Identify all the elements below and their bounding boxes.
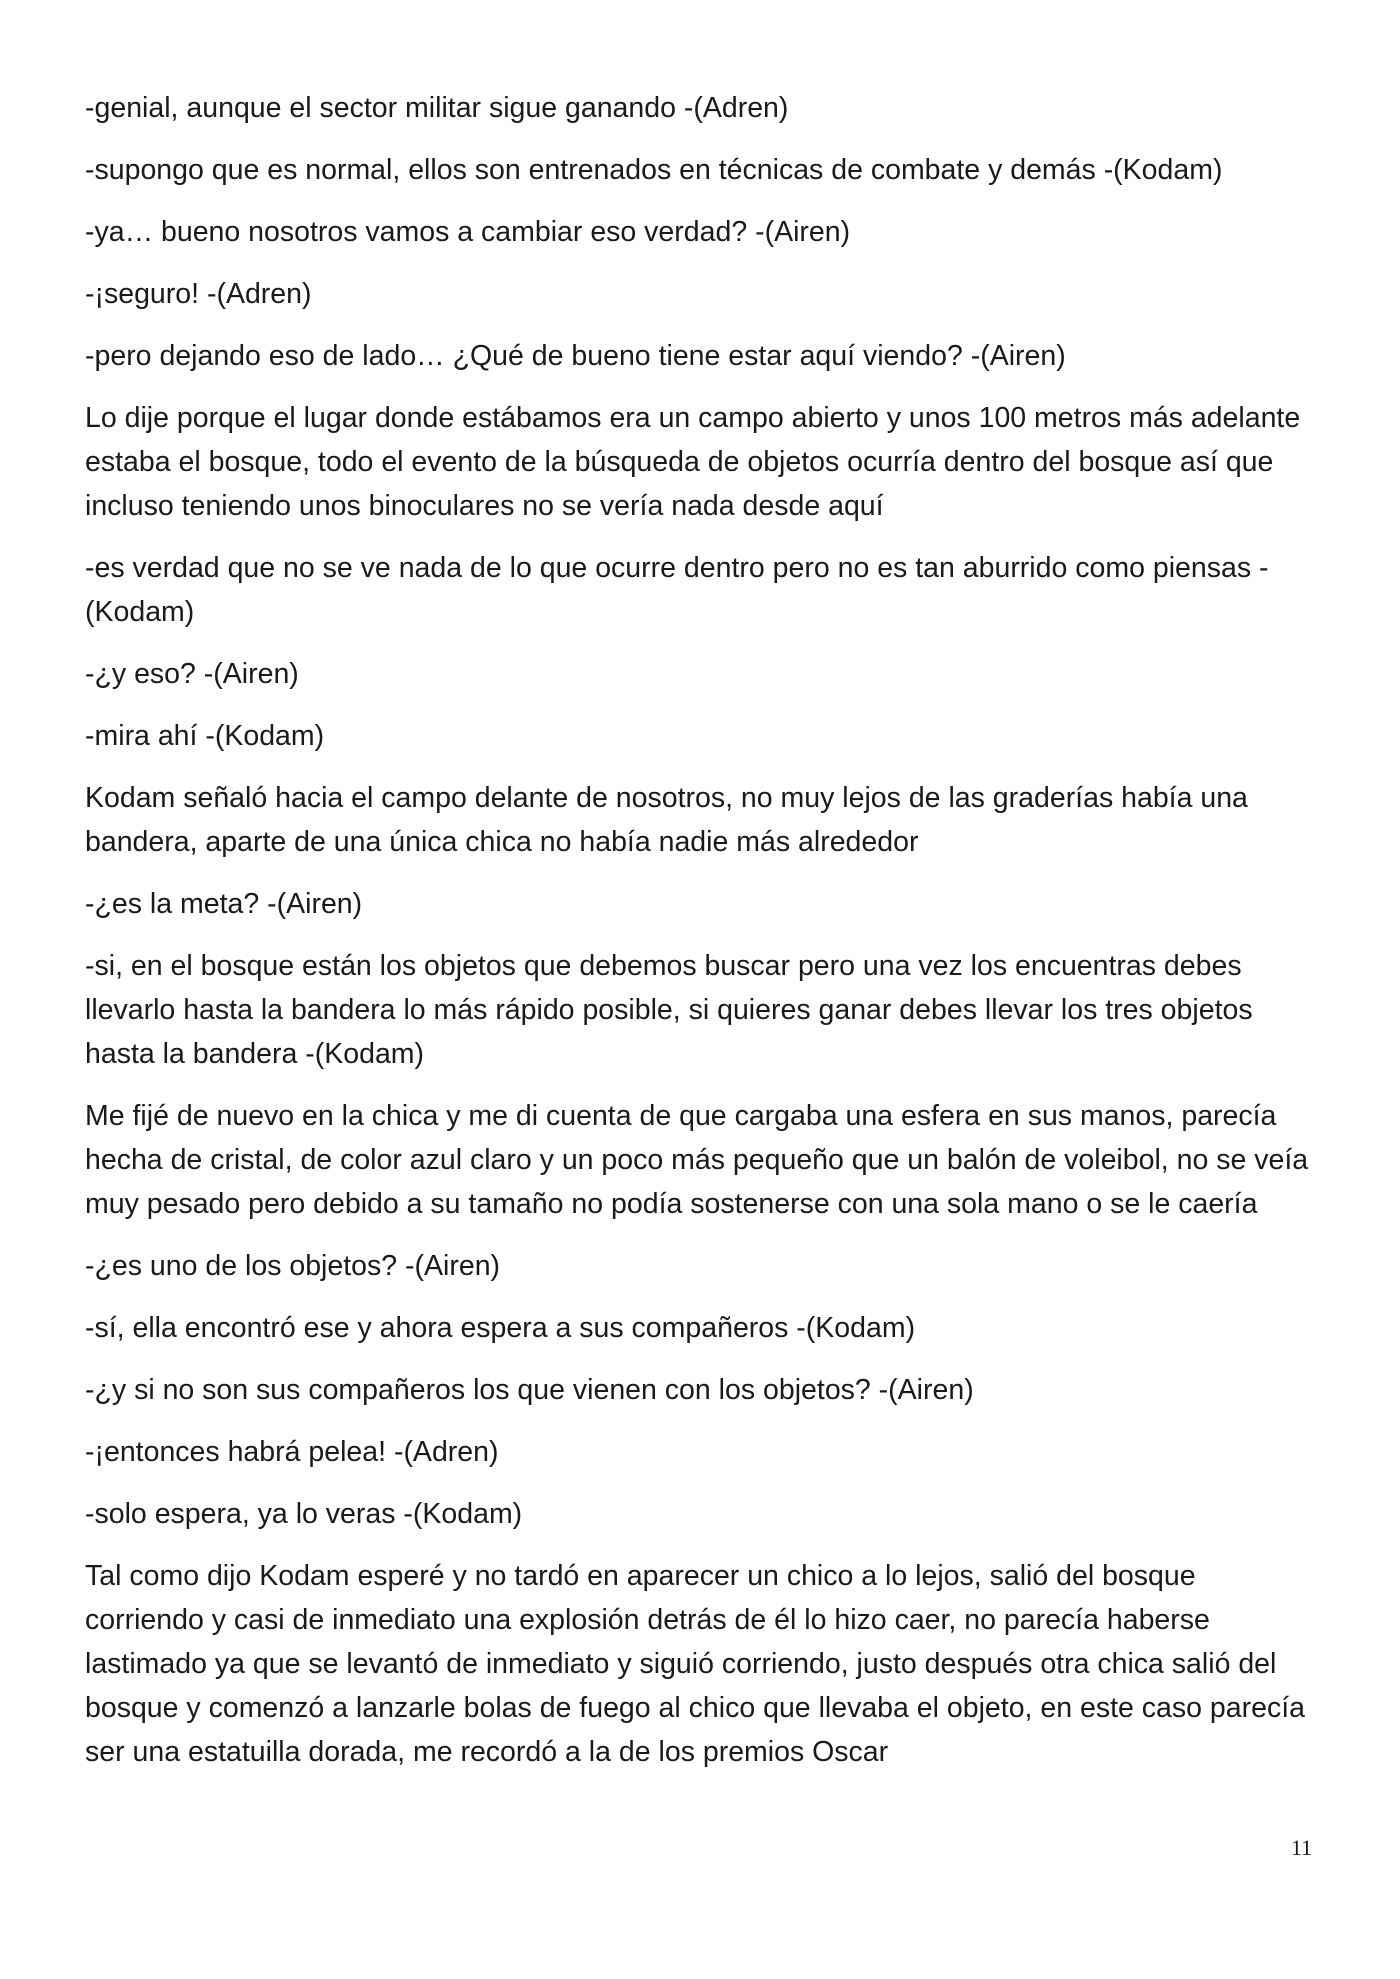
paragraph: -si, en el bosque están los objetos que debemos buscar pero una vez los encuentras debes llevarlo hasta la bandera lo más rápido posible, si quieres ganar debes llevar los tres objetos hasta la bandera -(Kodam) bbox=[85, 950, 1253, 1070]
paragraph: -mira ahí -(Kodam) bbox=[85, 720, 325, 752]
paragraph: -es verdad que no se ve nada de lo que ocurre dentro pero no es tan aburrido como piensas -(Kodam) bbox=[85, 552, 1269, 628]
paragraph: -¿y si no son sus compañeros los que vienen con los objetos? -(Airen) bbox=[85, 1374, 974, 1406]
paragraph: -supongo que es normal, ellos son entrenados en técnicas de combate y demás -(Kodam) bbox=[85, 154, 1223, 186]
page-number: 11 bbox=[1291, 1835, 1313, 1860]
paragraph: -ya… bueno nosotros vamos a cambiar eso verdad? -(Airen) bbox=[85, 216, 851, 248]
paragraph: Kodam señaló hacia el campo delante de nosotros, no muy lejos de las graderías había una bandera, aparte de una única chica no había nadie más alrededor bbox=[85, 782, 1248, 858]
paragraph: -pero dejando eso de lado… ¿Qué de bueno tiene estar aquí viendo? -(Airen) bbox=[85, 340, 1066, 372]
paragraph: -sí, ella encontró ese y ahora espera a sus compañeros -(Kodam) bbox=[85, 1312, 916, 1344]
text-body bbox=[85, 86, 1320, 1774]
paragraph: -¿y eso? -(Airen) bbox=[85, 658, 299, 690]
paragraph: Tal como dijo Kodam esperé y no tardó en aparecer un chico a lo lejos, salió del bosque corriendo y casi de inmediato una explosión detrás de él lo hizo caer, no parecía haberse lastimado ya que se levantó de inmediato y siguió corriendo, justo después otra chica salió del bosque y comenzó a lanzarle bolas de fuego al chico que llevaba el objeto, en este caso parecía ser una estatuilla dorada, me recordó a la de los premios Oscar bbox=[85, 1560, 1305, 1768]
paragraph: -¿es uno de los objetos? -(Airen) bbox=[85, 1250, 501, 1282]
paragraph: Me fijé de nuevo en la chica y me di cuenta de que cargaba una esfera en sus manos, parecía hecha de cristal, de color azul claro y un poco más pequeño que un balón de voleibol, no se veía muy pesado pero debido a su tamaño no podía sostenerse con una sola mano o se le caería bbox=[85, 1100, 1309, 1220]
paragraph: -¿es la meta? -(Airen) bbox=[85, 888, 363, 920]
paragraph: Lo dije porque el lugar donde estábamos era un campo abierto y unos 100 metros más adelante estaba el bosque, todo el evento de la búsqueda de objetos ocurría dentro del bosque así que incluso teniendo unos binoculares no se vería nada desde aquí bbox=[85, 402, 1301, 522]
paragraph: -¡entonces habrá pelea! -(Adren) bbox=[85, 1436, 499, 1468]
paragraph: -genial, aunque el sector militar sigue ganando -(Adren) bbox=[85, 92, 789, 124]
paragraph: -¡seguro! -(Adren) bbox=[85, 278, 312, 310]
paragraph: -solo espera, ya lo veras -(Kodam) bbox=[85, 1498, 523, 1530]
